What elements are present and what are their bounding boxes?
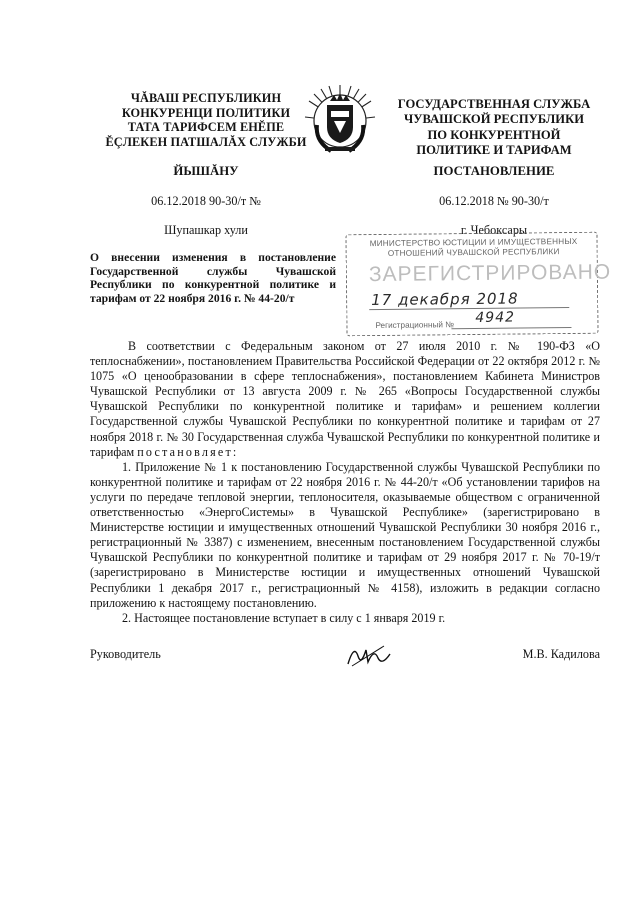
header-left-line: ĔÇЛЕКЕН ПАТШАЛĂХ СЛУЖБИ xyxy=(105,134,307,149)
item-1-paragraph: 1. Приложение № 1 к постановлению Государственной службы Чувашской Республики по конкурентной политике и тарифам от 22 ноября 2016 г. № 44-20/т «Об установлении тарифов на услуги по передаче тепловой энергии, теплоносителя, оказываемые обществом с ограниченной ответственностью «ЭнергоСистемы» в Чувашской Республике» (зарегистрировано в Министерстве юстиции и имущественных отношений Чувашской Республики 30 ноября 2016 г., регистрационный № 3387) с изменением, внесенным постановлением Государственной службы Чувашской Республики по конкурентной политике и тарифам от 29 ноября 2017 г. № 70-19/т (зарегистрировано в Министерстве юстиции и имущественных отношений Чувашской Республики 1 декабря 2017 г., регистрационный № 4158), изложить в редакции согласно приложению к настоящему постановлению. xyxy=(90,459,600,610)
preamble-verb: постановляет: xyxy=(137,444,239,459)
city-left: Шупашкар хули xyxy=(164,223,248,237)
stamp-ministry-line: МИНИСТЕРСТВО ЮСТИЦИИ И ИМУЩЕСТВЕННЫХ xyxy=(369,236,578,249)
stamp-reg-line xyxy=(451,327,571,329)
doc-type-chuvash: ЙЫШĂНУ xyxy=(173,164,239,178)
header-right-org xyxy=(388,97,600,158)
preamble-paragraph xyxy=(90,339,600,460)
stamp-reg-label: Регистрационный № xyxy=(375,320,455,331)
header-left-line: КОНКУРЕНЦИ ПОЛИТИКИ xyxy=(121,105,291,120)
signer-name: М.В. Кадилова xyxy=(522,647,600,661)
coat-of-arms-icon xyxy=(301,81,379,159)
document-subject: О внесении изменения в постановление Государственной службы Чувашской Республики по конкурентной политике и тарифам от 22 ноября 2016 г. № 44-20/т xyxy=(90,251,336,305)
signer-role: Руководитель xyxy=(90,647,161,661)
document-body xyxy=(90,339,600,626)
header-right-line: ЧУВАШСКОЙ РЕСПУБЛИКИ xyxy=(403,112,584,127)
city-right: г. Чебоксары xyxy=(460,223,528,237)
stamp-reg-number: 4942 xyxy=(475,309,516,326)
date-number-left: 06.12.2018 90-30/т № xyxy=(151,194,261,208)
stamp-registered-text: ЗАРЕГИСТРИРОВАНО xyxy=(368,260,612,287)
handwritten-signature-icon xyxy=(344,640,394,670)
stamp-ministry-line: ОТНОШЕНИЙ ЧУВАШСКОЙ РЕСПУБЛИКИ xyxy=(387,247,560,258)
stamp-ministry xyxy=(361,237,587,259)
registration-stamp xyxy=(345,232,612,337)
header-right-line: ГОСУДАРСТВЕННАЯ СЛУЖБА xyxy=(397,97,591,111)
header-right-line: ПОЛИТИКЕ И ТАРИФАМ xyxy=(416,142,572,157)
doc-type-russian: ПОСТАНОВЛЕНИЕ xyxy=(433,164,555,178)
preamble-text: В соответствии с Федеральным законом от 27 июля 2010 г. № 190-ФЗ «О теплоснабжении», постановлением Правительства Российской Федерации от 22 октября 2012 г. № 1075 «О ценообразовании в сфере теплоснабжения», постановлением Кабинета Министров Чувашской Республики от 13 августа 2009 г. № 265 «Вопросы Государственной службы Чувашской Республики по конкурентной политике и тарифам» и решением коллегии Государственной службы Чувашской Республики по конкурентной политике и тарифам от 27 ноября 2018 г. № 30 Государственная служба Чувашской Республики по конкурентной политике и тарифам xyxy=(90,339,600,459)
stamp-date: 17 декабря 2018 xyxy=(371,289,519,310)
header-left-line: ТАТА ТАРИФСЕМ ЕНĔПЕ xyxy=(127,120,285,135)
header-left-org xyxy=(100,91,312,149)
header-left-line: ЧĂВАШ РЕСПУБЛИКИН xyxy=(130,91,282,105)
item-2-paragraph: 2. Настоящее постановление вступает в силу с 1 января 2019 г. xyxy=(122,610,446,625)
date-number-right: 06.12.2018 № 90-30/т xyxy=(439,194,549,208)
header-right-line: ПО КОНКУРЕНТНОЙ xyxy=(427,127,561,142)
